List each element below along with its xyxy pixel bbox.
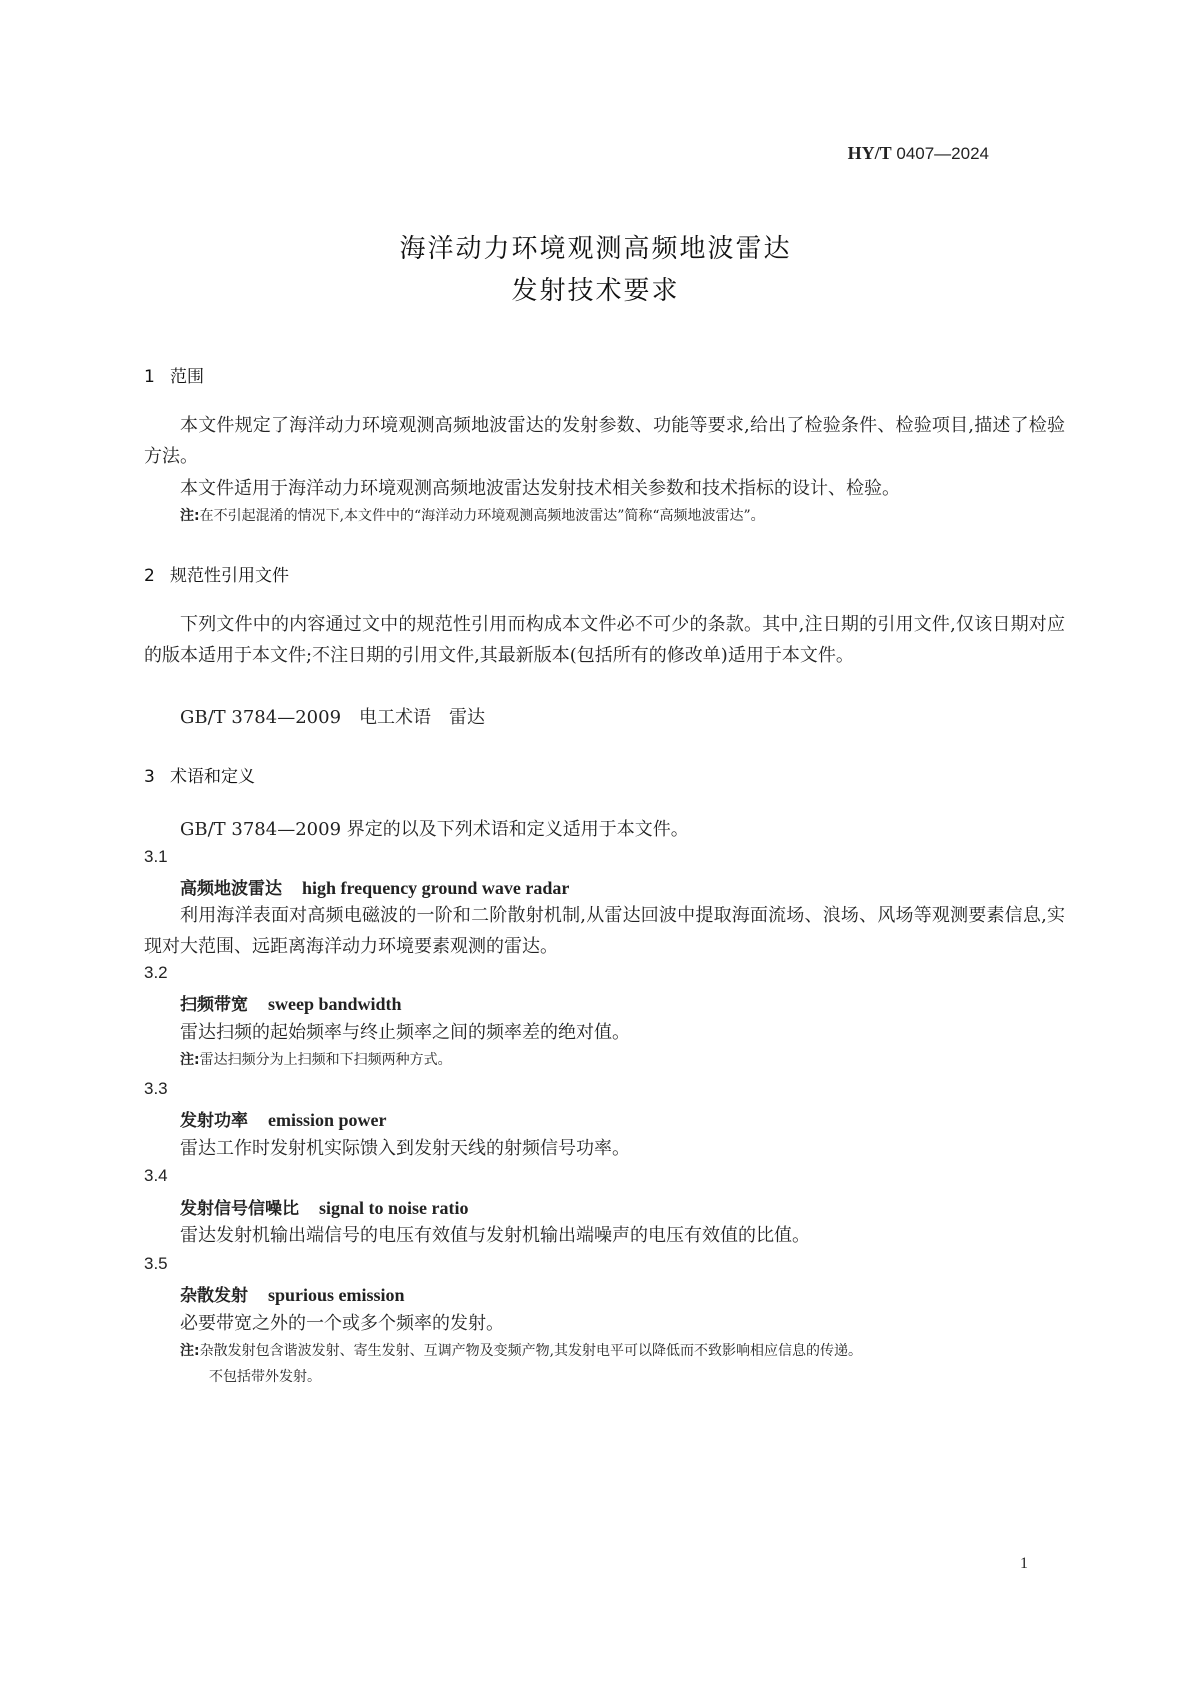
standard-code: 0407—2024 — [896, 144, 989, 163]
section-title: 术语和定义 — [170, 767, 255, 787]
section-number: 3 — [144, 767, 155, 787]
term-3-3-definition: 雷达工作时发射机实际馈入到发射天线的射频信号功率。 — [180, 1138, 630, 1159]
term-3-3 — [180, 1106, 387, 1131]
term-3-1-definition: 利用海洋表面对高频电磁波的一阶和二阶散射机制,从雷达回波中提取海面流场、浪场、风场等观测要素信息,实现对大范围、远距离海洋动力环境要素观测的雷达。 — [144, 905, 1065, 957]
section-3-heading — [144, 762, 255, 787]
section-2-heading — [144, 561, 289, 586]
term-3-5-note — [180, 1340, 862, 1360]
note-label: 注: — [180, 1052, 200, 1068]
note-label: 注: — [180, 508, 200, 524]
note-label: 注: — [180, 1343, 200, 1359]
term-3-5 — [180, 1281, 405, 1306]
term-zh: 发射功率 — [180, 1111, 248, 1131]
section-number: 1 — [144, 367, 155, 387]
normative-reference: GB/T 3784—2009 电工术语 雷达 — [180, 707, 486, 728]
section-title: 规范性引用文件 — [170, 566, 289, 586]
term-number-3-1: 3.1 — [144, 847, 168, 866]
doc-title-line1: 海洋动力环境观测高频地波雷达 — [399, 234, 792, 264]
term-zh: 发射信号信噪比 — [180, 1199, 299, 1219]
term-en: signal to noise ratio — [319, 1198, 469, 1218]
page-number: 1 — [1020, 1555, 1028, 1572]
term-number-3-4: 3.4 — [144, 1166, 168, 1185]
term-3-2 — [180, 990, 402, 1015]
term-en: spurious emission — [268, 1285, 405, 1305]
note-text: 杂散发射包含谐波发射、寄生发射、互调产物及变频产物,其发射电平可以降低而不致影响相应信息的传递。 — [199, 1343, 863, 1359]
term-en: high frequency ground wave radar — [302, 878, 570, 898]
section-2-paragraph-1: 下列文件中的内容通过文中的规范性引用而构成本文件必不可少的条款。其中,注日期的引用文件,仅该日期对应的版本适用于本文件;不注日期的引用文件,其最新版本(包括所有的修改单)适用于本文件。 — [144, 614, 1065, 666]
standard-number — [848, 143, 989, 164]
note-text: 在不引起混淆的情况下,本文件中的“海洋动力环境观测高频地波雷达”简称“高频地波雷达”。 — [199, 508, 765, 524]
section-1-note — [180, 505, 765, 525]
term-3-2-note — [180, 1049, 452, 1069]
note-text: 雷达扫频分为上扫频和下扫频两种方式。 — [199, 1052, 452, 1068]
term-en: emission power — [268, 1110, 387, 1130]
section-1-heading — [144, 362, 204, 387]
term-3-4-definition: 雷达发射机输出端信号的电压有效值与发射机输出端噪声的电压有效值的比值。 — [180, 1225, 810, 1246]
standard-prefix: HY/T — [847, 143, 892, 163]
doc-title-line2: 发射技术要求 — [511, 276, 680, 306]
section-1-paragraph-1: 本文件规定了海洋动力环境观测高频地波雷达的发射参数、功能等要求,给出了检验条件、检验项目,描述了检验方法。 — [144, 415, 1065, 467]
term-3-5-definition: 必要带宽之外的一个或多个频率的发射。 — [180, 1313, 504, 1334]
term-3-1 — [180, 874, 569, 899]
term-zh: 高频地波雷达 — [180, 879, 282, 899]
term-3-2-definition: 雷达扫频的起始频率与终止频率之间的频率差的绝对值。 — [180, 1022, 630, 1043]
term-3-4 — [180, 1194, 469, 1219]
term-zh: 扫频带宽 — [180, 995, 248, 1015]
term-number-3-5: 3.5 — [144, 1254, 168, 1273]
section-1-paragraph-2: 本文件适用于海洋动力环境观测高频地波雷达发射技术相关参数和技术指标的设计、检验。 — [180, 478, 900, 499]
term-number-3-2: 3.2 — [144, 963, 168, 982]
term-3-5-note-line2: 不包括带外发射。 — [209, 1369, 321, 1385]
term-zh: 杂散发射 — [180, 1286, 248, 1306]
term-number-3-3: 3.3 — [144, 1079, 168, 1098]
section-number: 2 — [144, 566, 155, 586]
section-title: 范围 — [170, 367, 204, 387]
term-en: sweep bandwidth — [268, 994, 402, 1014]
section-3-intro: GB/T 3784—2009 界定的以及下列术语和定义适用于本文件。 — [180, 819, 689, 840]
